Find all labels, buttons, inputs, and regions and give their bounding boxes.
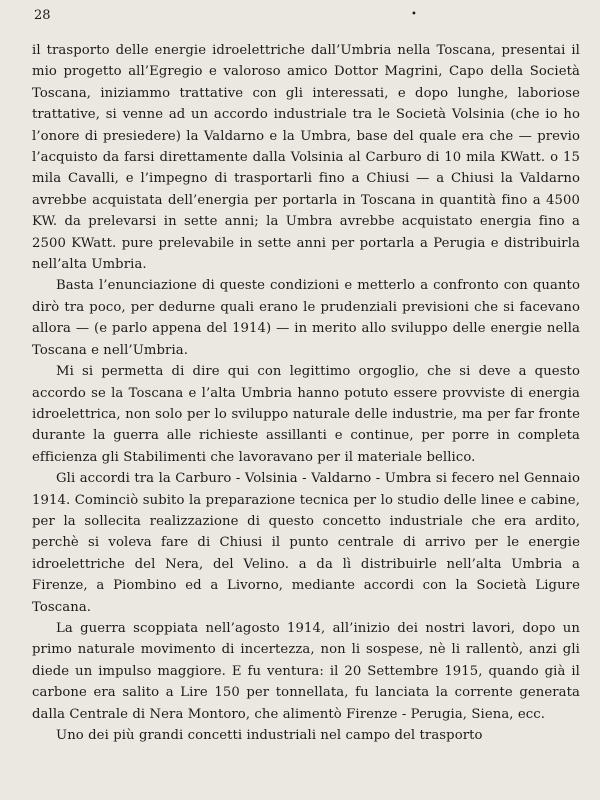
paragraph: Basta l’enunciazione di queste condizioni e metterlo a confronto con quanto dirò tra poco, per dedurne quali erano le prudenziali previsioni che si facevano allora — (e parlo appena del 1914) — in merito allo sviluppo delle energie nella Toscana e nell’Umbria. [32,278,580,358]
body-text [32,40,580,746]
paragraph: La guerra scoppiata nell’agosto 1914, all’inizio dei nostri lavori, dopo un primo naturale movimento di incertezza, non li sospese, nè li rallentò, anzi gli diede un impulso maggiore. E fu ventura: il 20 Settembre 1915, quando già il carbone era salito a Lire 150 per tonnellata, fu lanciata la corrente generata dalla Centrale di Nera Montoro, che alimentò Firenze - Perugia, Siena, ecc. [32,620,580,722]
page-number: 28 [34,8,51,23]
paragraph: Gli accordi tra la Carburo - Volsinia - Valdarno - Umbra si fecero nel Gennaio 1914. Cominciò subito la preparazione tecnica per lo studio delle linee e cabine, per la sollecita realizzazione di questo concetto industriale che era ardito, perchè si voleva fare di Chiusi il punto centrale di arrivo per le energie idroelettriche del Nera, del Velino. a da lì distribuirle nell’alta Umbria a Firenze, a Piombino ed a Livorno, mediante accordi con la Società Ligure Toscana. [32,471,580,615]
paragraph: il trasporto delle energie idroelettriche dall’Umbria nella Toscana, presentai il mio progetto all’Egregio e valoroso amico Dottor Magrini, Capo della Società Toscana, iniziammo trattative con gli interessati, e dopo lunghe, laboriose trattative, si venne ad un accordo industriale tra le Società Volsinia (che io ho l’onore di presiedere) la Valdarno e la Umbra, base del quale era che — previo l’acquisto da farsi direttamente dalla Volsinia al Carburo di 10 mila KWatt. o 15 mila Cavalli, e l’impegno di trasportarli fino a Chiusi — a Chiusi la Valdarno avrebbe acquistata dell’energia per portarla in Toscana in quantità fino a 4500 KW. da prelevarsi in sette anni; la Umbra avrebbe acquistato energia fino a 2500 KWatt. pure prelevabile in sette anni per portarla a Perugia e distribuirla nell’alta Umbria. [32,43,580,273]
paragraph: Mi si permetta di dire qui con legittimo orgoglio, che si deve a questo accordo se la Toscana e l’alta Umbria hanno potuto essere provviste di energia idroelettrica, non solo per lo sviluppo naturale delle industrie, ma per far fronte durante la guerra alle richieste assillanti e continue, per porre in completa efficienza gli Stabilimenti che lavoravano per il materiale bellico. [32,364,580,465]
paragraph: Uno dei più grandi concetti industriali nel campo del trasporto [56,728,483,743]
page-mark: • [411,9,417,20]
